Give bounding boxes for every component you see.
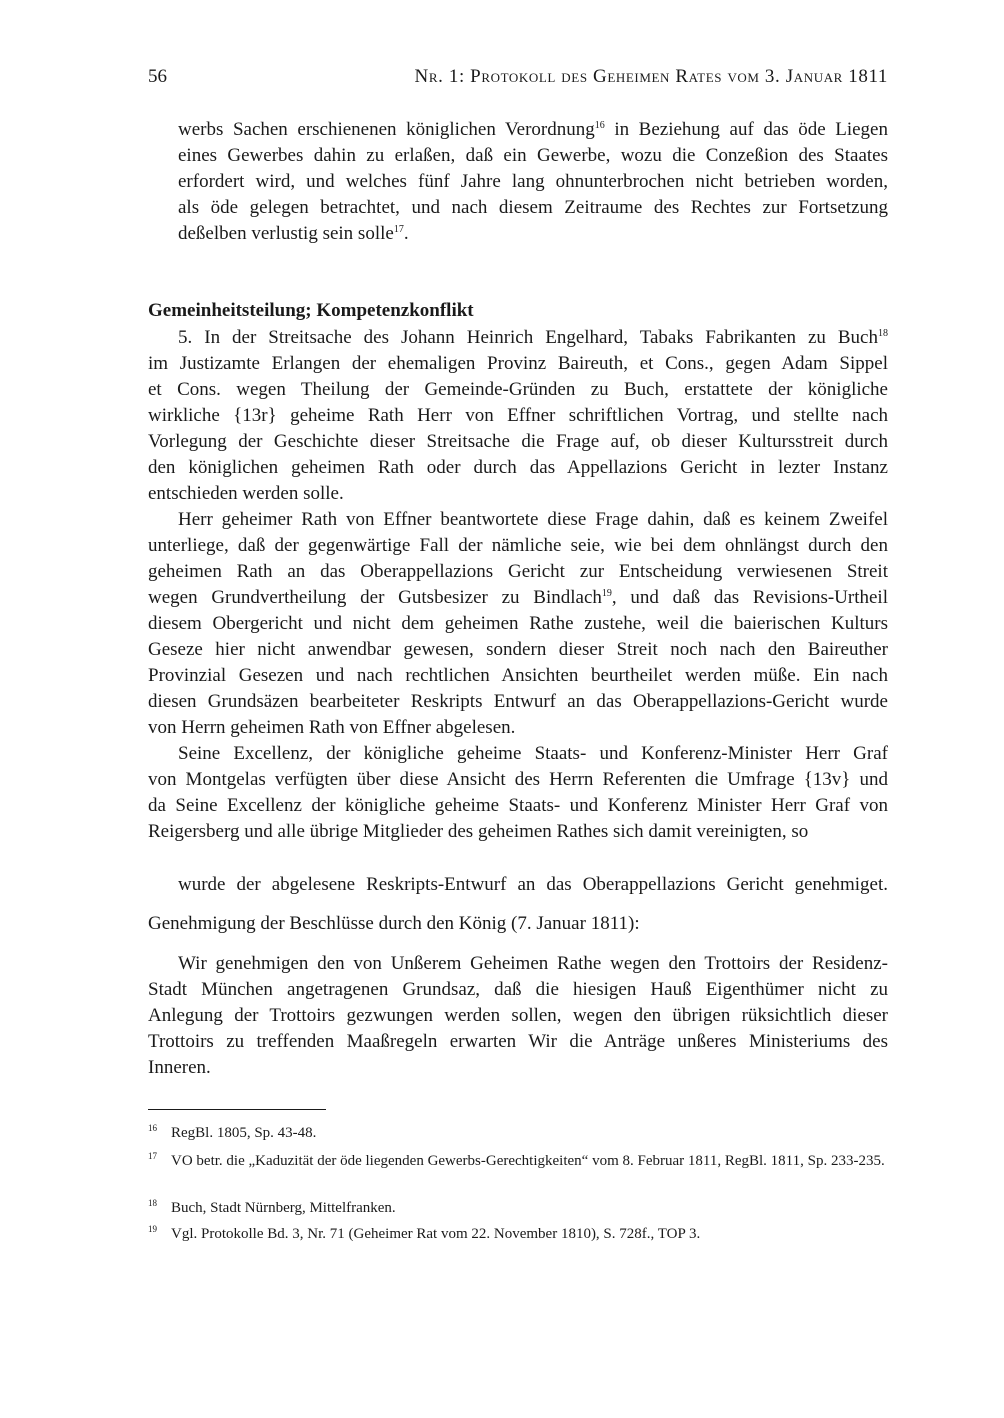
footnote-text: Vgl. Protokolle Bd. 3, Nr. 71 (Geheimer Rat vom 22. November 1810), S. 728f., TOP 3. [171,1226,701,1242]
footnote-18 [148,1197,888,1219]
footnote-ref[interactable]: 16 [594,120,605,131]
text-line: wirkliche {13r} geheime Rath Herr von Effner schriftlichen Vortrag, und stellte nach [148,405,888,426]
text-line: Trottoirs zu treffenden Maaßregeln erwarten Wir die Anträge unßeres Ministeriums des [148,1031,888,1052]
text-line: Geseze hier nicht anwendbar gewesen, sondern dieser Streit noch nach den Baireuther [148,639,888,660]
text-line: den königlichen geheimen Rath oder durch das Appellazions Gericht in lezter Instanz [148,457,888,478]
footnote-number: 17 [148,1151,157,1161]
footnote-ref[interactable]: 18 [878,328,888,339]
text-line: Anlegung der Trottoirs gezwungen werden sollen, wegen den übrigen rüksichtlich dieser [148,1005,888,1026]
footnote-text: VO betr. die „Kaduzität der öde liegenden Gewerbs-Gerechtigkeiten“ vom 8. Februar 1811, RegBl. 1811, Sp. 233-235. [171,1153,885,1169]
footnote-text: RegBl. 1805, Sp. 43-48. [171,1125,317,1141]
footnote-text: Buch, Stadt Nürnberg, Mittelfranken. [171,1200,396,1216]
text-line: Vorlegung der Geschichte dieser Streitsache die Frage auf, ob dieser Kultursstreit durch [148,431,888,452]
section-heading: Gemeinheitsteilung; Kompetenzkonflikt [148,300,474,321]
text-line: Inneren. [148,1057,211,1078]
text-line: wegen Grundvertheilung der Gutsbesizer zu Bindlach$^{19}$, und daß das Revisions-Urtheil [148,587,888,608]
footnote-ref[interactable]: 19 [601,588,612,599]
text-line: unterliege, daß der gegenwärtige Fall der nämliche seie, wie bei dem ohnlängst durch den [148,535,888,556]
footnote-16 [148,1122,888,1144]
footnote-17 [148,1150,888,1172]
approval-heading: Genehmigung der Beschlüsse durch den König (7. Januar 1811): [148,913,640,934]
text-line: Reigersberg und alle übrige Mitglieder des geheimen Rathes sich damit vereinigten, so [148,821,809,842]
text-line: geheimen Rath an das Oberappellazions Gericht zur Entscheidung verwiesenen Streit [148,561,888,582]
text-line: als öde gelegen betrachtet, und nach diesem Zeitraume des Rechtes zur Fortsetzung [178,197,888,218]
text-line: et Cons. wegen Theilung der Gemeinde-Gründen zu Buch, erstattete der königliche [148,379,888,400]
running-header [148,66,888,94]
text-line: Wir genehmigen den von Unßerem Geheimen Rathe wegen den Trottoirs der Residenz- [178,953,888,974]
text-line: entschieden werden solle. [148,483,344,504]
text-line: Seine Excellenz, der königliche geheime Staats- und Konferenz-Minister Herr Graf [178,743,888,764]
footnote-19 [148,1223,888,1245]
page-number: 56 [148,66,167,87]
text-line: werbs Sachen erschienenen königlichen Verordnung$^{16}$ in Beziehung auf das öde Liegen [178,119,888,140]
text-line: im Justizamte Erlangen der ehemaligen Provinz Baireuth, et Cons., gegen Adam Sippel [148,353,888,374]
text-line: diesem Obergericht und nicht dem geheimen Rathe zustehe, weil die baierischen Kulturs [148,613,888,634]
footnote-number: 16 [148,1123,157,1133]
running-title: Nr. 1: Protokoll des Geheimen Rates vom 3. Januar 1811 [414,66,888,87]
text-line: eines Gewerbes dahin zu erlaßen, daß ein Gewerbe, wozu die Conzeßion des Staates [178,145,888,166]
royal-approval-paragraph [148,951,888,1081]
paragraph-montgelas [148,741,888,845]
footnote-number: 18 [148,1198,157,1208]
text-line: deßelben verlustig sein solle$^{17}$. [178,223,409,244]
paragraph-item-5 [148,325,888,507]
text-line: von Herrn geheimen Rath von Effner abgelesen. [148,717,516,738]
text-line: Stadt München angetragenen Grundsaz, daß die hiesigen Hauß Eigenthümer nicht zu [148,979,888,1000]
text-line: von Montgelas verfügten über diese Ansicht des Herrn Referenten die Umfrage {13v} und [148,769,888,790]
text-line: Herr geheimer Rath von Effner beantwortete diese Frage dahin, daß es keinem Zweifel [178,509,888,530]
resolution-line: wurde der abgelesene Reskripts-Entwurf an das Oberappellazions Gericht genehmiget. [178,874,888,895]
text-line: da Seine Excellenz der königliche geheime Staats- und Konferenz Minister Herr Graf von [148,795,888,816]
footnote-ref[interactable]: 17 [393,224,404,235]
text-line: diesen Grundsäzen bearbeiteter Reskripts Entwurf an das Oberappellazions-Gericht wurde [148,691,888,712]
intro-paragraph [178,117,888,247]
footnote-number: 19 [148,1224,157,1234]
paragraph-effner-answer [148,507,888,741]
text-line: erfordert wird, und welches fünf Jahre lang ohnunterbrochen nicht betrieben worden, [178,171,888,192]
text-line: Provinzial Gesezen und nach rechtlichen Ansichten beurtheilet werden müße. Ein nach [148,665,888,686]
text-line: 5. In der Streitsache des Johann Heinrich Engelhard, Tabaks Fabrikanten zu Buch$^{18}$ [178,327,888,348]
footnote-divider [148,1109,326,1110]
